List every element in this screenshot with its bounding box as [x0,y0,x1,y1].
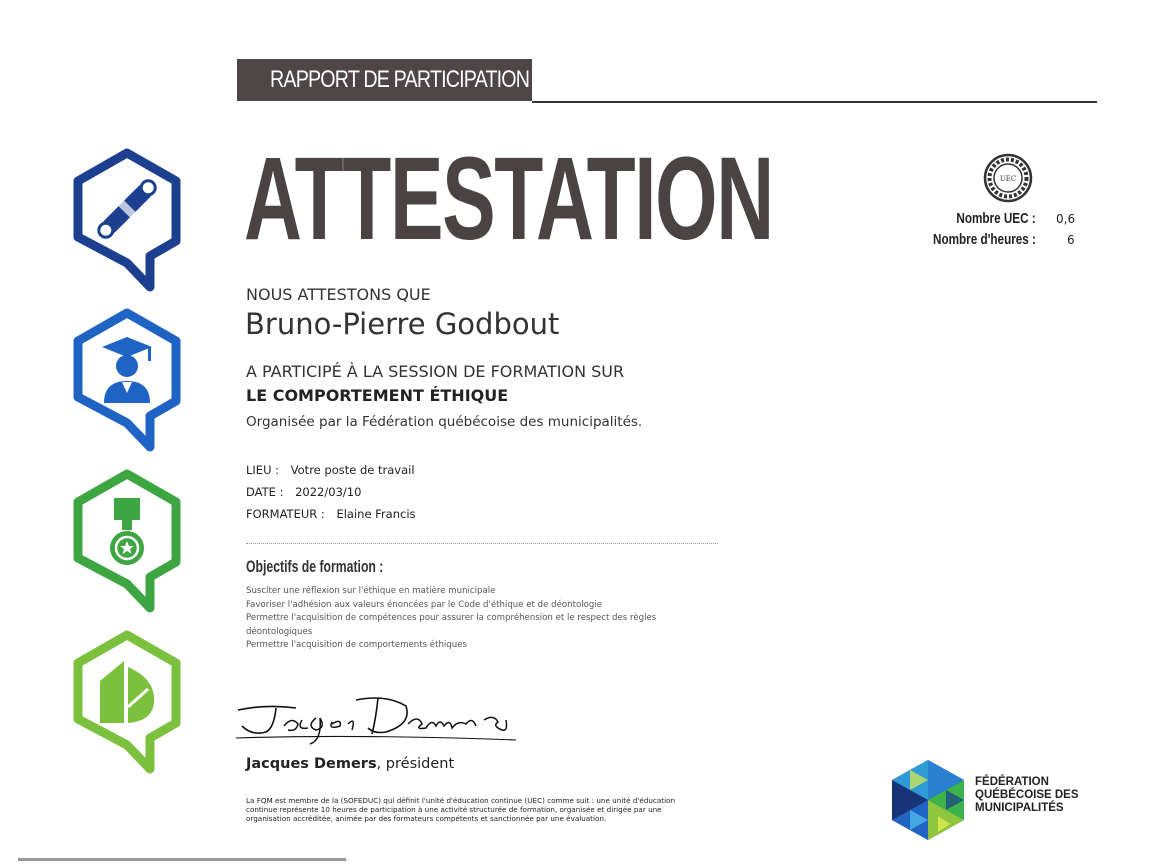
uec-units-value: 0,6 [1056,212,1076,226]
fqm-wordmark [975,776,1079,815]
handwritten-signature [236,690,526,750]
objective-item: Permettre l'acquisition de compétences pour assurer la compréhension et le respect des règles déontologiques [246,613,657,637]
fqm-line-1: FÉDÉRATION [975,776,1049,788]
attest-lead: NOUS ATTESTONS QUE [246,285,431,304]
uec-hours-value: 6 [1067,233,1075,247]
fqm-line-3: MUNICIPALITÉS [975,802,1064,814]
organizer-statement: Organisée par la Fédération québécoise des municipalités. [246,414,643,430]
diploma-icon [64,145,190,293]
objectives-title: Objectifs de formation : [246,557,384,576]
header-rule [532,101,1097,103]
participant-name: Bruno-Pierre Godbout [245,307,560,341]
fqm-line-2: QUÉBÉCOISE DES [975,789,1079,801]
detail-lieu [246,463,415,477]
uec-footnote: La FQM est membre de la (SOFEDUC) qui définit l'unité d'éducation continue (UEC) comme suit : une unité d'éducation continue représente 10 heures de participation à une activité structurée de formation, organisée et dirigée par une organisation accréditée, animée par des formateurs compétents et sanctionnée par une évaluation. [246,796,676,823]
detail-formateur-value: Elaine Francis [336,507,416,521]
objective-item: Permettre l'acquisition de comportements éthiques [246,640,467,650]
objective-item: Favoriser l'adhésion aux valeurs énoncées par le Code d'éthique et de déontologie [246,599,602,610]
report-header-label: RAPPORT DE PARTICIPATION [270,66,530,93]
detail-date [246,485,361,499]
dotted-divider [246,543,718,544]
detail-formateur-label: FORMATEUR : [246,507,325,521]
scan-edge-bar [18,858,346,861]
training-subject: LE COMPORTEMENT ÉTHIQUE [246,386,509,405]
objectives-list [246,585,716,653]
uec-units-label: Nombre UEC : [956,210,1036,227]
uec-hours-label: Nombre d'heures : [933,231,1036,248]
sofeduc-seal-icon [982,152,1034,204]
signer-role: , président [376,756,455,772]
detail-lieu-value: Votre poste de travail [290,463,415,477]
participation-statement: A PARTICIPÉ À LA SESSION DE FORMATION SUR [246,362,625,381]
medal-icon [64,466,190,614]
fqm-logo-icon [890,758,966,842]
signer-line [246,756,454,772]
house-leaf-icon [64,627,190,775]
detail-date-label: DATE : [246,485,284,499]
signer-name: Jacques Demers [246,756,377,772]
detail-date-value: 2022/03/10 [295,485,362,499]
graduate-icon [64,305,190,453]
detail-lieu-label: LIEU : [246,463,280,477]
page-title: ATTESTATION [244,133,773,265]
objective-item: Susciter une réflexion sur l'éthique en matière municipale [246,586,496,596]
detail-formateur [246,507,416,521]
seal-text: UEC [999,175,1017,183]
